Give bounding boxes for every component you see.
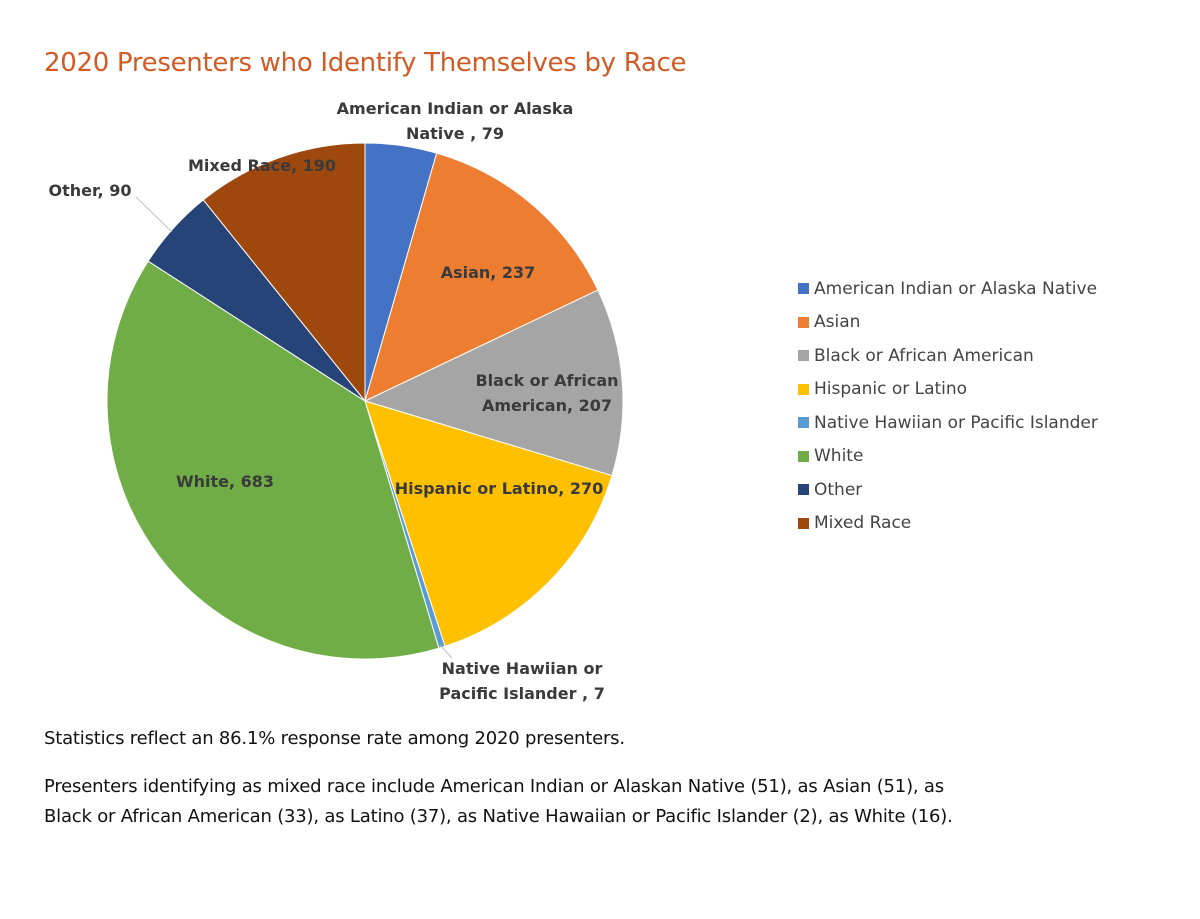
mixed-race-note: Presenters identifying as mixed race include American Indian or Alaskan Native (51), as Asian (51), as Black or African American (33), as Latino (37), as Native Hawaiian or Pacific Islander (2), as White (16). <box>44 776 953 827</box>
legend-item-hispanic-or-latino <box>798 373 1098 407</box>
data-label-american-indian-or-alaska-native: American Indian or Alaska Native , 79 <box>336 99 574 143</box>
legend-label: American Indian or Alaska Native <box>814 278 1098 299</box>
data-label-asian: Asian, 237 <box>440 263 536 282</box>
legend-label: White <box>814 446 864 467</box>
legend-label: Mixed Race <box>814 513 912 534</box>
legend-label: Native Hawiian or Pacific Islander <box>814 412 1098 433</box>
legend-item-white <box>798 440 1098 474</box>
legend-label: Hispanic or Latino <box>814 379 968 400</box>
legend-item-other <box>798 473 1098 507</box>
leader-line-native-hawiian-or-pacific-islander <box>440 645 452 658</box>
legend-swatch <box>798 417 809 428</box>
legend-swatch <box>798 350 809 361</box>
legend-item-american-indian-or-alaska-native <box>798 272 1098 306</box>
legend-swatch <box>798 317 809 328</box>
chart-legend <box>798 272 1098 540</box>
legend-swatch <box>798 283 809 294</box>
legend-item-asian <box>798 306 1098 340</box>
response-rate-note: Statistics reflect an 86.1% response rate among 2020 presenters. <box>44 728 625 749</box>
legend-label: Asian <box>814 312 861 333</box>
legend-label: Other <box>814 479 863 500</box>
leader-line-other <box>136 197 172 232</box>
legend-swatch <box>798 384 809 395</box>
legend-item-black-or-african-american <box>798 339 1098 373</box>
legend-label: Black or African American <box>814 345 1034 366</box>
data-label-other: Other, 90 <box>48 181 132 200</box>
data-label-black-or-african-american: Black or African American, 207 <box>475 371 619 415</box>
data-label-native-hawiian-or-pacific-islander: Native Hawiian or Pacific Islander , 7 <box>439 659 605 703</box>
legend-swatch <box>798 518 809 529</box>
legend-item-native-hawiian-or-pacific-islander <box>798 406 1098 440</box>
legend-item-mixed-race <box>798 507 1098 541</box>
data-label-white: White, 683 <box>175 472 275 491</box>
data-label-hispanic-or-latino: Hispanic or Latino, 270 <box>394 479 604 498</box>
legend-swatch <box>798 451 809 462</box>
legend-swatch <box>798 484 809 495</box>
chart-title: 2020 Presenters who Identify Themselves by Race <box>44 48 687 78</box>
data-label-mixed-race: Mixed Race, 190 <box>187 156 337 175</box>
